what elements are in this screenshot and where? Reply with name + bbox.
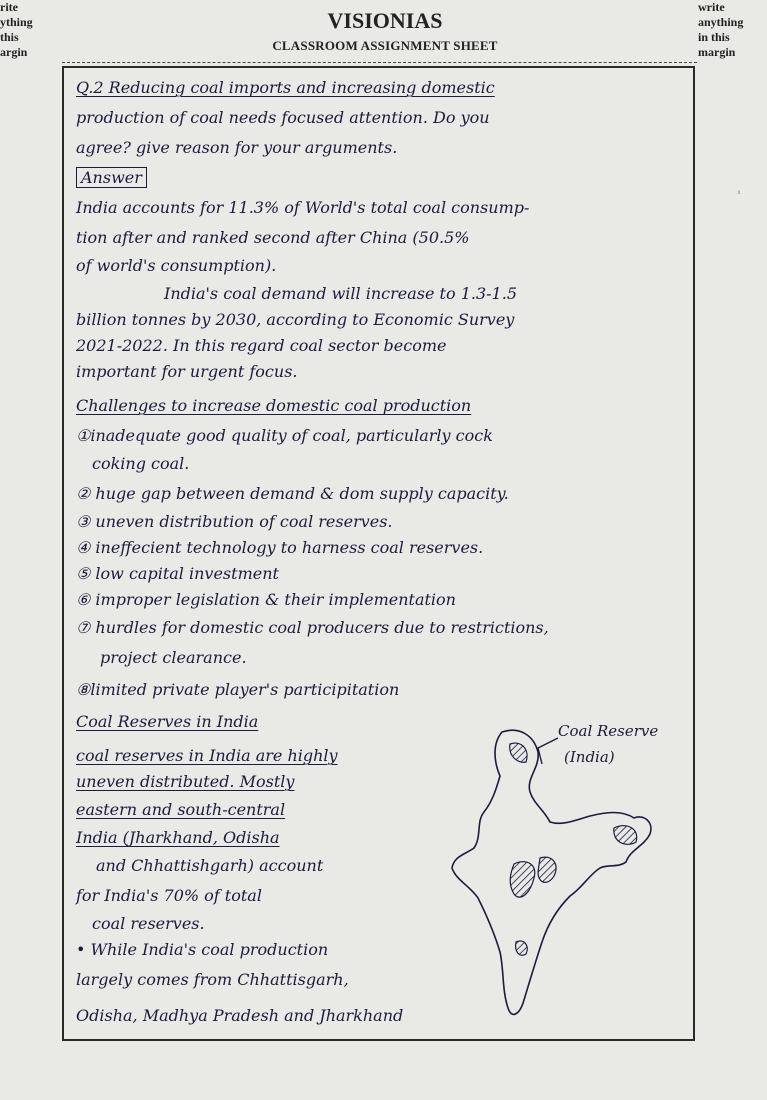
right-margin-line: anything	[698, 15, 744, 29]
answer-line: India's coal demand will increase to 1.3-1.5	[164, 284, 517, 303]
map-label: Coal Reserve	[558, 722, 659, 740]
reserves-line: • While India's coal production	[76, 940, 329, 959]
right-margin-line: margin	[698, 45, 736, 59]
question-line: Q.2 Reducing coal imports and increasing domestic	[76, 78, 495, 97]
answer-label: Answer	[76, 168, 676, 187]
right-margin-line: write	[698, 0, 725, 14]
challenge-item: ①inadequate good quality of coal, particularly cock	[76, 426, 493, 445]
challenge-item: ③ uneven distribution of coal reserves.	[76, 512, 393, 531]
challenge-item: ⑦ hurdles for domestic coal producers due to restrictions,	[76, 618, 549, 637]
question-line: production of coal needs focused attention. Do you	[76, 108, 490, 127]
challenge-item: project clearance.	[100, 648, 247, 667]
challenge-item: ⑤ low capital investment	[76, 564, 279, 583]
reserves-line: Odisha, Madhya Pradesh and Jharkhand	[76, 1006, 404, 1025]
challenge-item: ④ ineffecient technology to harness coal reserves.	[76, 538, 484, 557]
right-margin-note	[698, 0, 766, 60]
answer-line: 2021-2022. In this regard coal sector become	[76, 336, 447, 355]
reserves-line: India (Jharkhand, Odisha	[76, 828, 280, 847]
header-divider	[62, 62, 697, 63]
reserves-line: uneven distributed. Mostly	[76, 772, 295, 791]
answer-line: of world's consumption).	[76, 256, 277, 275]
reserves-line: for India's 70% of total	[76, 886, 262, 905]
left-margin-line: this	[0, 30, 19, 44]
left-margin-note	[0, 0, 52, 60]
answer-line: important for urgent focus.	[76, 362, 298, 381]
challenge-item: ⑧limited private player's participitation	[76, 680, 400, 699]
left-margin-line: ything	[0, 15, 33, 29]
map-label: (India)	[564, 748, 615, 766]
challenge-item: ② huge gap between demand & dom supply capacity.	[76, 484, 509, 503]
stray-ink-mark: ᵢ	[738, 186, 741, 197]
reserves-line: largely comes from Chhattisgarh,	[76, 970, 349, 989]
answer-line: India accounts for 11.3% of World's total coal consump-	[76, 198, 530, 217]
india-outline-sketch	[430, 718, 692, 1038]
challenges-heading: Challenges to increase domestic coal production	[76, 396, 472, 415]
challenge-item: coking coal.	[92, 454, 190, 473]
challenge-item: ⑥ improper legislation & their implementation	[76, 590, 456, 609]
answer-line: billion tonnes by 2030, according to Economic Survey	[76, 310, 515, 329]
sheet-title: VISIONIAS	[327, 8, 443, 33]
reserves-line: eastern and south-central	[76, 800, 286, 819]
question-line: agree? give reason for your arguments.	[76, 138, 398, 157]
reserves-line: coal reserves.	[92, 914, 205, 933]
reserves-heading: Coal Reserves in India	[76, 712, 259, 731]
answer-line: tion after and ranked second after China (50.5%	[76, 228, 470, 247]
left-margin-line: argin	[0, 45, 28, 59]
reserves-line: coal reserves in India are highly	[76, 746, 338, 765]
left-margin-line: rite	[0, 0, 18, 14]
right-margin-line: in this	[698, 30, 730, 44]
coal-reserve-map	[430, 718, 692, 1038]
reserves-line: and Chhattishgarh) account	[96, 856, 324, 875]
sheet-subtitle: CLASSROOM ASSIGNMENT SHEET	[272, 38, 498, 53]
